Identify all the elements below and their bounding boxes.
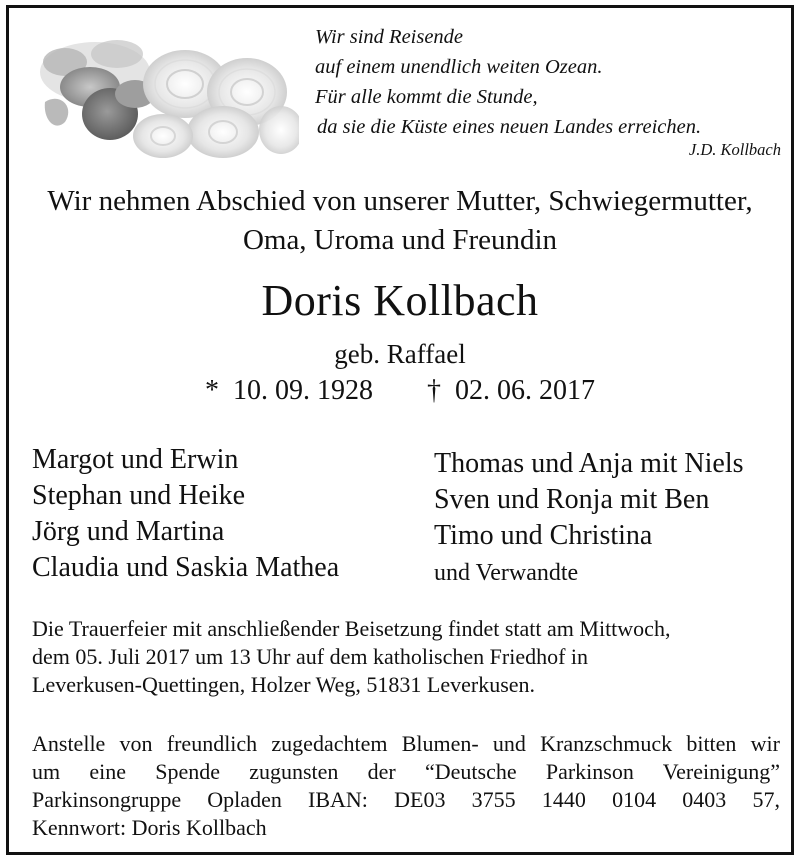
poem-line: Für alle kommt die Stunde, [315, 86, 538, 108]
intro-line: Oma, Uroma und Freundin [242, 224, 558, 256]
mourner-entry: Stephan und Heike [32, 480, 246, 511]
deceased-name: Doris Kollbach [261, 276, 539, 325]
mourner-entry: Margot und Erwin [32, 444, 239, 475]
mourner-entry: Claudia und Saskia Mathea [32, 552, 340, 583]
donation-info [32, 730, 780, 842]
obituary-notice [6, 5, 794, 855]
poem-author: J.D. Kollbach [688, 140, 781, 159]
donation-line: Kennwort: Doris Kollbach [32, 815, 267, 840]
donation-line: Anstelle von freundlich zugedachtem Blumen- und Kranzschmuck bitten wir [32, 731, 780, 756]
mourners-right-column [434, 446, 744, 592]
poem [315, 22, 785, 142]
death-date-line [427, 372, 595, 410]
poem-line: auf einem unendlich weiten Ozean. [315, 56, 603, 78]
poem-line: da sie die Küste eines neuen Landes erreichen. [317, 116, 702, 138]
relatives-note: und Verwandte [434, 560, 579, 586]
death-date: 02. 06. 2017 [455, 375, 595, 406]
donation-line: um eine Spende zugunsten der “Deutsche Parkinson Vereinigung” [32, 759, 780, 784]
funeral-info [32, 615, 780, 699]
poem-line: Wir sind Reisende [315, 26, 464, 48]
mourner-entry: Jörg und Martina [32, 516, 225, 547]
birth-date-line [205, 372, 373, 410]
mourner-entry: Thomas und Anja mit Niels [434, 448, 744, 479]
mourner-entry: Sven und Ronja mit Ben [434, 484, 710, 515]
funeral-line: dem 05. Juli 2017 um 13 Uhr auf dem katholischen Friedhof in [32, 644, 589, 669]
star-symbol: * [205, 375, 219, 406]
intro-text [9, 182, 791, 260]
intro-line: Wir nehmen Abschied von unserer Mutter, Schwiegermutter, [47, 185, 753, 217]
birth-date: 10. 09. 1928 [233, 375, 373, 406]
cross-symbol: † [427, 375, 441, 406]
mourner-entry: Timo und Christina [434, 520, 653, 551]
funeral-line: Leverkusen-Quettingen, Holzer Weg, 51831 Leverkusen. [32, 672, 536, 697]
funeral-line: Die Trauerfeier mit anschließender Beisetzung findet statt am Mittwoch, [32, 616, 671, 641]
mourners-left-column [32, 442, 339, 586]
roses-image [35, 32, 299, 160]
birth-name: geb. Raffael [334, 339, 466, 369]
donation-line: Parkinsongruppe Opladen IBAN: DE03 3755 1440 0104 0403 57, [32, 787, 780, 812]
